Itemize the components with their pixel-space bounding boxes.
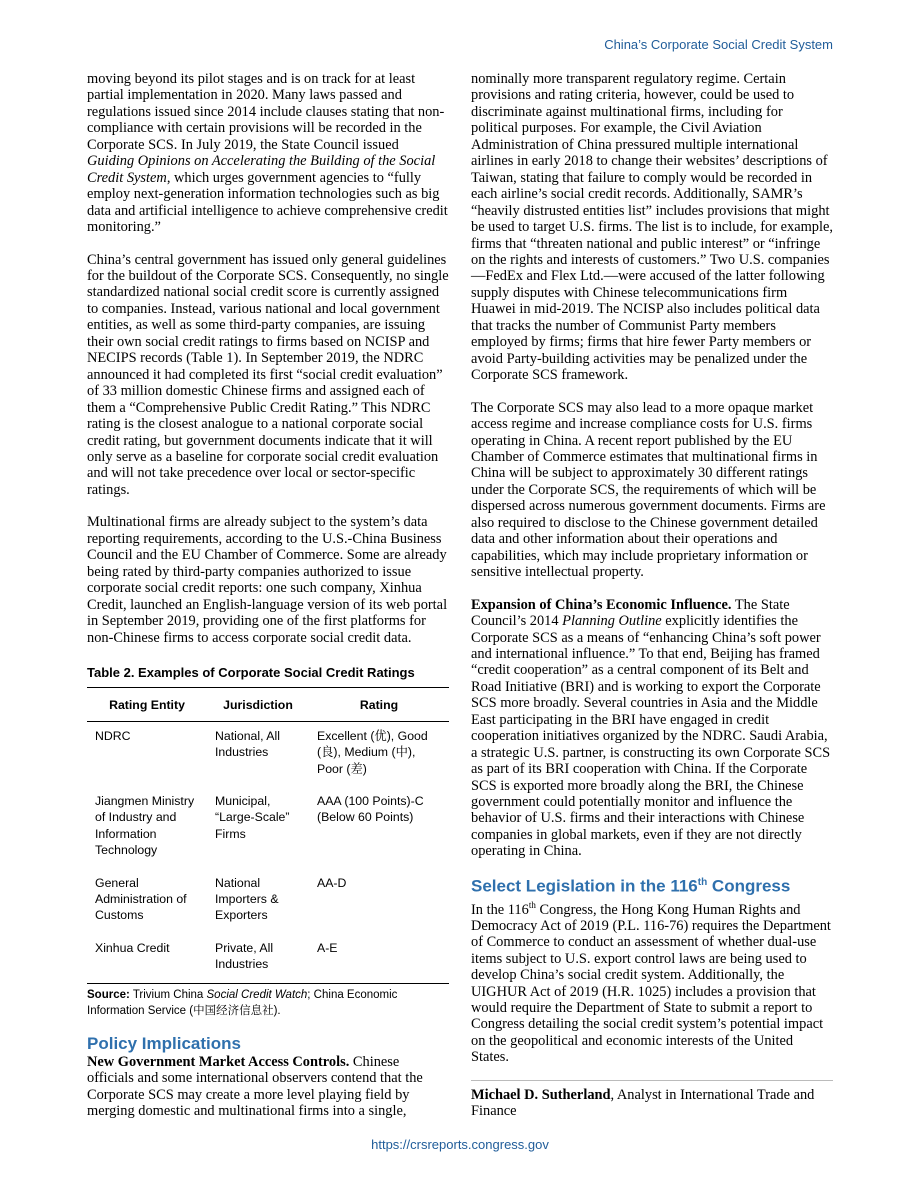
left-column bbox=[87, 71, 449, 1120]
author-name: Michael D. Sutherland bbox=[471, 1086, 611, 1103]
source-text: ; China Economic Information Service (中国经济信息社). bbox=[87, 988, 398, 1017]
cell-rating-entity: Jiangmen Ministry of Industry and Information Technology bbox=[95, 794, 195, 858]
author-title: , Analyst in International Trade and Finance bbox=[471, 1086, 815, 1120]
right-column bbox=[471, 71, 833, 1120]
heading-superscript: th bbox=[697, 876, 708, 888]
cell-jurisdiction: National, All Industries bbox=[215, 728, 280, 760]
superscript: th bbox=[528, 899, 536, 910]
table-row bbox=[87, 869, 449, 934]
signature-divider bbox=[471, 1080, 833, 1081]
cell-rating: AA-D bbox=[317, 875, 347, 890]
source-label: Source: bbox=[87, 988, 130, 1001]
paragraph-text: explicitly identifies the Corporate SCS as a means of “enhancing China’s soft power and international influence.” To that end, Beijing has framed “credit cooperation” as a central component of its Belt and Road Initiative (BRI) and is working to export the Corporate SCS more broadly. Several countries in Asia and the Middle East participating in the BRI have engaged in credit cooperation initiatives organized by the NDRC. Saudi Arabia, a strategic U.S. partner, is constructing its own Corporate SCS as part of its BRI cooperation with China. If the Corporate SCS is exported more broadly along the BRI, the Chinese government could potentially monitor and influence the behavior of U.S. firms and their interactions with Chinese companies in global markets, even if they are not directly operating in China. bbox=[471, 613, 831, 860]
paragraph-text: moving beyond its pilot stages and is on track for at least partial implementation in 2020. Many laws passed and regulations issued since 2014 include clauses stating that non-compliance with certain provisions will be recorded in the Corporate SCS. In July 2019, the State Council issued bbox=[87, 71, 445, 153]
paragraph-text: Congress, the Hong Kong Human Rights and Democracy Act of 2019 (P.L. 116-76) requires the Department of Commerce to conduct an assessment of whether dual-use items subject to U.S. export control laws are being used to develop China’s social credit system. Additionally, the UIGHUR Act of 2019 (H.R. 1025) includes a provision that would require the Department of State to submit a report to Congress detailing the social credit system’s potential impact on the geopolitical and economic interests of the United States. bbox=[471, 901, 831, 1066]
cell-jurisdiction: National Importers & Exporters bbox=[215, 875, 279, 923]
paragraph-lead: Expansion of China’s Economic Influence. bbox=[471, 596, 732, 613]
body-paragraph bbox=[87, 1054, 449, 1120]
cell-jurisdiction: Municipal, “Large-Scale” Firms bbox=[215, 794, 290, 841]
column-header-rating: Rating bbox=[309, 688, 449, 721]
table-row bbox=[87, 934, 449, 983]
paragraph-text: , which urges government agencies to “fully employ next-generation information technologies such as big data and artificial intelligence to achieve comprehensive credit monitoring.” bbox=[87, 169, 448, 236]
running-header-title: China’s Corporate Social Credit System bbox=[604, 37, 833, 52]
policy-section bbox=[87, 1034, 449, 1120]
ratings-table-block bbox=[87, 665, 449, 1019]
section-heading-legislation bbox=[471, 873, 833, 897]
heading-text: Congress bbox=[707, 876, 791, 896]
body-paragraph: The Corporate SCS may also lead to a more opaque market access regime and increase compliance costs for U.S. firms operating in China. A recent report published by the EU Chamber of Commerce estimates that multinational firms in China will be subject to approximately 30 different ratings under the Corporate SCS, the requirements of which will be dispersed across numerous government documents. Firms are also required to disclose to the Chinese government detailed data and other information about their operations and capabilities, which may include proprietary information or sensitive intellectual property. bbox=[471, 399, 826, 581]
footer-url-link[interactable]: https://crsreports.congress.gov bbox=[371, 1137, 549, 1152]
table-header-row bbox=[87, 688, 449, 721]
column-header-rating-entity: Rating Entity bbox=[87, 688, 207, 721]
cell-rating: AAA (100 Points)-C (Below 60 Points) bbox=[317, 794, 424, 825]
table-source-note bbox=[87, 987, 449, 1019]
body-paragraph bbox=[471, 897, 833, 1066]
cell-rating-entity: Xinhua Credit bbox=[87, 934, 207, 983]
paragraph-text: In the 116 bbox=[471, 901, 529, 918]
document-title-italic: Guiding Opinions on Accelerating the Building of the Social Credit System bbox=[87, 153, 436, 186]
cell-rating-entity: General Administration of Customs bbox=[95, 875, 187, 923]
paragraph-lead: New Government Market Access Controls. bbox=[87, 1053, 350, 1070]
document-title-italic: Planning Outline bbox=[562, 613, 662, 630]
cell-rating: A-E bbox=[309, 934, 449, 983]
section-heading-policy: Policy Implications bbox=[87, 1033, 241, 1053]
body-paragraph: Multinational firms are already subject to the system’s data reporting requirements, according to the U.S.-China Business Council and the EU Chamber of Commerce. Some are already being rated by third-party companies authorized to issue corporate social credit reports: one such company, Xinhua Credit, launched an English-language version of its web portal in September 2019, providing one of the first platforms for non-Chinese firms to access corporate social credit data. bbox=[87, 514, 448, 646]
paragraph-text: Chinese officials and some international observers contend that the Corporate SCS may create a more level playing field by merging domestic and multinational firms into a single, bbox=[87, 1053, 423, 1120]
body-paragraph bbox=[87, 71, 449, 236]
cell-jurisdiction: Private, All Industries bbox=[207, 934, 309, 983]
heading-text: Select Legislation in the 116 bbox=[471, 876, 698, 896]
source-italic: Social Credit Watch bbox=[206, 988, 308, 1001]
table-row bbox=[87, 721, 449, 787]
cell-rating-entity: NDRC bbox=[95, 728, 131, 743]
ratings-table bbox=[87, 687, 449, 983]
column-header-jurisdiction: Jurisdiction bbox=[207, 688, 309, 721]
author-signature bbox=[471, 1087, 833, 1120]
body-paragraph: China’s central government has issued only general guidelines for the buildout of the Corporate SCS. Consequently, no single standardized national social credit score is currently assigned to companies. Instead, various national and local government entities, as well as some third-party companies, are issuing their own social credit ratings to firms based on NCISP and NECIPS records (Table 1). In September 2019, the NDRC announced it had completed its first “social credit evaluation” of 33 million domestic Chinese firms and assigned each of them a “Comprehensive Public Credit Rating.” This NDRC rating is the closest analogue to a national corporate social credit rating, but government documents indicate that it will only serve as a baseline for corporate social credit evaluation and will not take precedence over local or sector-specific ratings. bbox=[87, 251, 449, 498]
table-row bbox=[87, 787, 449, 869]
paragraph-text: The State Council’s 2014 bbox=[471, 596, 790, 630]
cell-rating: Excellent (优), Good (良), Medium (中), Poor (差) bbox=[317, 728, 428, 776]
body-paragraph: nominally more transparent regulatory regime. Certain provisions and rating criteria, however, could be used to discriminate against multinational firms, including for political purposes. For example, the Civil Aviation Administration of China pressured multiple international airlines in early 2018 to change their websites’ descriptions of Taiwan, stating that failure to comply would be recorded in each airline’s social credit records. Additionally, SAMR’s “heavily distrusted entities list” includes provisions that might be used to target U.S. firms. The list is to include, for example, firms that “threaten national and public interest” or “infringe on the rights and interests of customers.” Two U.S. companies—FedEx and Flex Ltd.—were accused of the latter following supply disputes with Chinese telecommunications firm Huawei in mid-2019. The NCISP also includes political data that tracks the number of Communist Party members employed by firms; firms that hire fewer Party members or avoid Party-building activities may be penalized under the Corporate SCS framework. bbox=[471, 71, 833, 384]
source-text: Trivium China bbox=[129, 988, 207, 1001]
body-paragraph bbox=[471, 597, 833, 860]
table-title: Table 2. Examples of Corporate Social Credit Ratings bbox=[87, 664, 415, 680]
